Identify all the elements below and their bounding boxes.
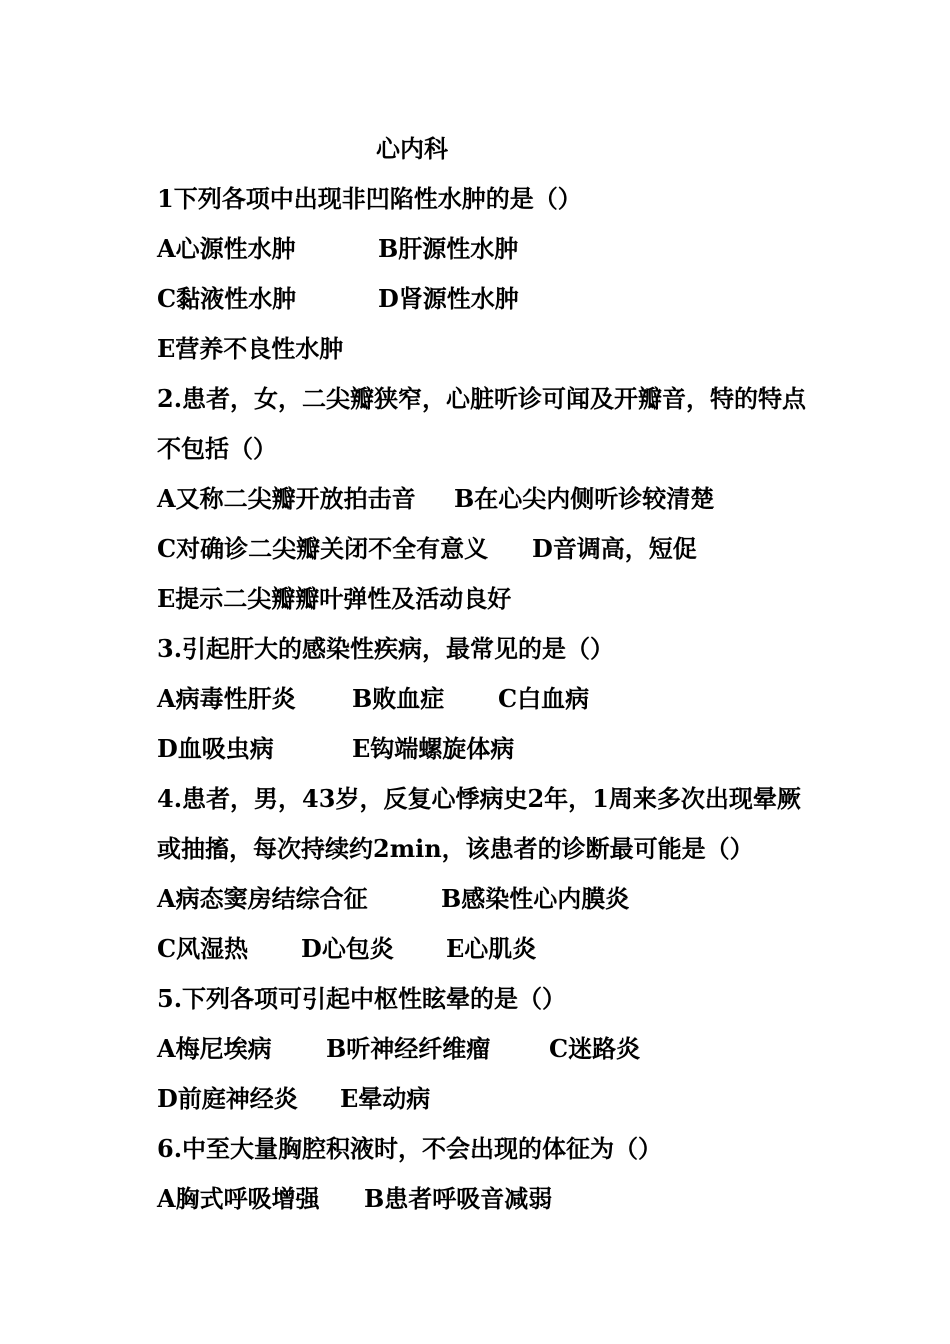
option-text: B听神经纤维瘤 bbox=[326, 1034, 491, 1063]
line-text: D前庭神经炎 bbox=[157, 1084, 298, 1113]
option-text: C迷路炎 bbox=[549, 1034, 641, 1063]
text-line bbox=[157, 531, 837, 581]
text-line bbox=[157, 331, 837, 381]
line-text: C对确诊二尖瓣关闭不全有意义 bbox=[157, 534, 489, 563]
text-line bbox=[157, 631, 837, 681]
text-line bbox=[157, 1181, 837, 1231]
text-line bbox=[157, 781, 837, 831]
option-text: D肾源性水肿 bbox=[378, 284, 519, 313]
line-text: D血吸虫病 bbox=[157, 734, 274, 763]
line-text: 6.中至大量胸腔积液时，不会出现的体征为（） bbox=[157, 1134, 663, 1163]
text-line bbox=[157, 481, 837, 531]
text-line bbox=[157, 381, 837, 431]
text-line bbox=[157, 731, 837, 781]
line-text: E营养不良性水肿 bbox=[157, 334, 344, 363]
text-line bbox=[157, 231, 837, 281]
line-text: 3.引起肝大的感染性疾病，最常见的是（） bbox=[157, 634, 615, 663]
text-line bbox=[157, 281, 837, 331]
line-text: A又称二尖瓣开放拍击音 bbox=[157, 484, 416, 513]
text-line bbox=[157, 831, 837, 881]
text-line bbox=[157, 1031, 837, 1081]
line-text: A病毒性肝炎 bbox=[157, 684, 296, 713]
line-text: 4.患者，男，43岁，反复心悸病史2年，1周来多次出现晕厥 bbox=[157, 784, 801, 813]
text-line bbox=[157, 581, 837, 631]
line-text: 2.患者，女，二尖瓣狭窄，心脏听诊可闻及开瓣音，特的特点 bbox=[157, 384, 807, 413]
option-text: D音调高，短促 bbox=[532, 534, 697, 563]
option-text: E钩端螺旋体病 bbox=[352, 734, 515, 763]
line-text: E提示二尖瓣瓣叶弹性及活动良好 bbox=[157, 584, 512, 613]
text-line bbox=[157, 681, 837, 731]
question-list bbox=[157, 181, 837, 1231]
text-line bbox=[157, 881, 837, 931]
text-line bbox=[157, 981, 837, 1031]
text-line bbox=[157, 1081, 837, 1131]
option-text: B败血症 bbox=[352, 684, 445, 713]
line-text: A病态窦房结综合征 bbox=[157, 884, 368, 913]
option-text: B肝源性水肿 bbox=[378, 234, 519, 263]
option-text: E晕动病 bbox=[340, 1084, 431, 1113]
line-text: C风湿热 bbox=[157, 934, 249, 963]
line-text: 1下列各项中出现非凹陷性水肿的是（） bbox=[157, 184, 582, 213]
line-text: C黏液性水肿 bbox=[157, 284, 297, 313]
option-text: C白血病 bbox=[498, 684, 590, 713]
option-text: D心包炎 bbox=[301, 934, 394, 963]
option-text: B感染性心内膜炎 bbox=[441, 884, 630, 913]
text-line bbox=[157, 431, 837, 481]
text-line bbox=[157, 181, 837, 231]
line-text: 5.下列各项可引起中枢性眩晕的是（） bbox=[157, 984, 567, 1013]
text-line bbox=[157, 931, 837, 981]
option-text: E心肌炎 bbox=[446, 934, 537, 963]
line-text: A梅尼埃病 bbox=[157, 1034, 272, 1063]
line-text: 或抽搐，每次持续约2min，该患者的诊断最可能是（） bbox=[157, 834, 754, 863]
page-title: 心内科 bbox=[376, 134, 448, 163]
option-text: B患者呼吸音减弱 bbox=[364, 1184, 553, 1213]
option-text: B在心尖内侧听诊较清楚 bbox=[454, 484, 715, 513]
line-text: A胸式呼吸增强 bbox=[157, 1184, 320, 1213]
text-line bbox=[157, 1131, 837, 1181]
line-text: A心源性水肿 bbox=[157, 234, 296, 263]
line-text: 不包括（） bbox=[157, 434, 277, 463]
